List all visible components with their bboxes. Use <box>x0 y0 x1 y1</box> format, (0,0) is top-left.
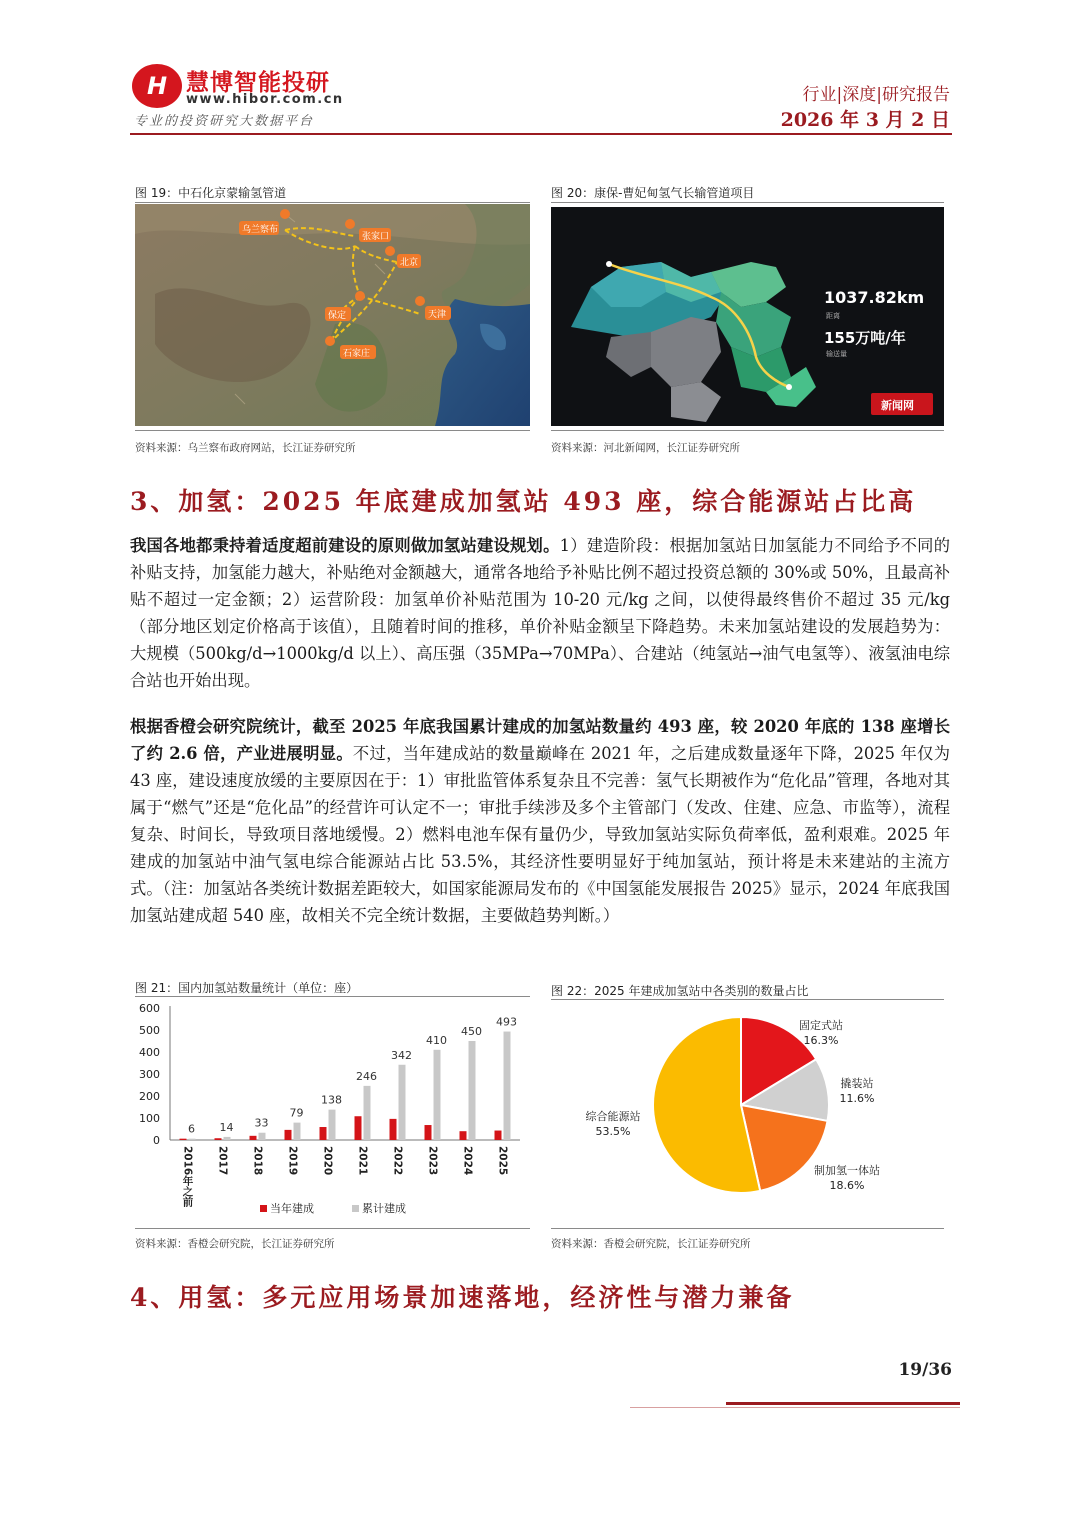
x-tick-label: 2025 <box>496 1146 509 1176</box>
pie-percent: 53.5% <box>595 1125 631 1138</box>
y-tick-label: 100 <box>139 1112 160 1125</box>
pipeline-capacity-note: 输送量 <box>826 350 847 358</box>
figure-19-source: 资料来源：乌兰察布政府网站，长江证券研究所 <box>135 442 356 454</box>
pie-label: 综合能源站 <box>585 1110 641 1123</box>
section-3-title: 3、加氢：2025 年底建成加氢站 493 座，综合能源站占比高 <box>130 487 917 516</box>
bar-annual <box>285 1130 292 1140</box>
data-label: 410 <box>426 1033 447 1047</box>
pipeline-capacity: 155万吨/年 <box>824 329 906 347</box>
map-label-zhangjiakou: 张家口 <box>362 232 390 242</box>
paragraph-1-body: 1）建造阶段：根据加氢站日加氢能力不同给予不同的补贴支持，加氢能力越大，补贴绝对金额越大，通常各地给予补贴比例不超过投资总额的 30%或 50%，且最高补贴不超过一定金额；2）运营阶段：加氢单价补贴范围为 10-20 元/kg 之间，以使得最终售价不超过 35 元/kg（部分地区划定价格高于该值），且随着时间的推移，单价补贴金额呈下降趋势。未来加氢站建设的发展趋势为：大规模（500kg/d→1000kg/d 以上）、高压强（35MPa→70MPa）、合建站（纯氢站→油气电氢等）、液氢油电综合站也开始出现。 <box>130 536 950 690</box>
report-category: 行业|深度|研究报告 <box>802 85 950 105</box>
map-label-shijiazhuang: 石家庄 <box>343 349 371 359</box>
paragraph-1-lead: 我国各地都秉持着适度超前建设的原则做加氢站建设规划。 <box>130 536 560 555</box>
footer-thick-rule <box>726 1402 960 1405</box>
x-tick-label: 2023 <box>426 1146 439 1176</box>
figure-21-bottom-rule <box>135 1228 530 1229</box>
brand-url[interactable]: www.hibor.com.cn <box>186 92 344 107</box>
figure-20-caption: 图 20：康保-曹妃甸氢气长输管道项目 <box>551 186 755 200</box>
brand-slogan: 专业的投资研究大数据平台 <box>134 114 315 129</box>
data-label: 493 <box>496 1015 517 1029</box>
x-tick-label: 2024 <box>461 1146 474 1176</box>
brand-logo-icon: H <box>132 64 182 108</box>
data-label: 33 <box>254 1116 269 1130</box>
map-label-beijing: 北京 <box>400 258 419 268</box>
bar-cumulative <box>469 1041 476 1140</box>
y-tick-label: 500 <box>139 1024 160 1037</box>
page-number: 19/36 <box>898 1360 952 1380</box>
pie-percent: 11.6% <box>839 1092 875 1105</box>
y-tick-label: 0 <box>153 1134 160 1147</box>
brand-title: 慧博智能投研 <box>186 70 330 96</box>
paragraph-2 <box>130 713 950 929</box>
figure-22-source: 资料来源：香橙会研究院，长江证券研究所 <box>551 1238 751 1250</box>
x-tick-label: 2017 <box>216 1146 229 1176</box>
pie-label: 制加氢一体站 <box>814 1164 880 1177</box>
footer-thin-rule <box>630 1407 960 1408</box>
news-watermark: 新闻网 <box>881 399 914 412</box>
pie-label: 撬装站 <box>840 1077 874 1090</box>
data-label: 6 <box>188 1122 195 1136</box>
y-tick-label: 600 <box>139 1002 160 1015</box>
paragraph-2-lead: 根据香橙会研究院统计，截至 2025 年底我国累计建成的加氢站数量约 493 座，较 2020 年底的 138 座增长了约 2.6 倍，产业进展明显。 <box>130 717 950 763</box>
pipeline-distance-note: 距离 <box>826 312 840 320</box>
pie-label: 固定式站 <box>799 1019 843 1032</box>
map-label-tianjin: 天津 <box>428 310 447 320</box>
pie-percent: 16.3% <box>803 1034 839 1047</box>
x-tick-label: 2020 <box>321 1146 334 1176</box>
bar-annual <box>320 1127 327 1140</box>
legend-swatch <box>352 1205 359 1212</box>
bar-cumulative <box>259 1133 266 1140</box>
data-label: 450 <box>461 1025 482 1038</box>
bar-annual <box>495 1131 502 1140</box>
figure-21-caption: 图 21：国内加氢站数量统计（单位：座） <box>135 981 359 995</box>
x-tick-label: 2016年之前 <box>181 1146 194 1207</box>
map-label-baoding: 保定 <box>328 311 347 321</box>
legend-label: 累计建成 <box>362 1202 406 1215</box>
y-tick-label: 200 <box>139 1090 160 1103</box>
data-label: 138 <box>321 1093 342 1107</box>
figure-19-top-rule <box>135 202 530 203</box>
figure-19-bottom-rule <box>135 430 530 431</box>
y-tick-label: 300 <box>139 1068 160 1081</box>
section-4-title: 4、用氢：多元应用场景加速落地，经济性与潜力兼备 <box>130 1283 795 1312</box>
figure-22-caption: 图 22：2025 年建成加氢站中各类别的数量占比 <box>551 984 809 998</box>
header-divider <box>130 133 952 135</box>
bar-cumulative <box>434 1050 441 1140</box>
figure-20-bottom-rule <box>551 430 944 431</box>
x-tick-label: 2021 <box>356 1146 369 1176</box>
data-label: 342 <box>391 1048 412 1062</box>
pie-percent: 18.6% <box>829 1179 865 1192</box>
figure-20-top-rule <box>551 202 944 203</box>
bar-cumulative <box>504 1032 511 1140</box>
figure-20-source: 资料来源：河北新闻网，长江证券研究所 <box>551 442 740 454</box>
x-tick-label: 2019 <box>286 1146 299 1176</box>
pipeline-distance: 1037.82km <box>824 288 925 307</box>
bar-annual <box>215 1138 222 1140</box>
figure-20-map <box>551 207 944 426</box>
figure-21-top-rule <box>135 996 530 997</box>
figure-21-source: 资料来源：香橙会研究院，长江证券研究所 <box>135 1238 335 1250</box>
bar-cumulative <box>189 1139 196 1140</box>
bar-cumulative <box>399 1065 406 1140</box>
x-tick-label: 2018 <box>251 1146 264 1176</box>
bar-cumulative <box>329 1110 336 1140</box>
bar-annual <box>460 1131 467 1140</box>
legend-swatch <box>260 1205 267 1212</box>
paragraph-1 <box>130 532 950 694</box>
paragraph-2-body: 不过，当年建成站的数量巅峰在 2021 年，之后建成数量逐年下降，2025 年仅为 43 座，建设速度放缓的主要原因在于：1）审批监管体系复杂且不完善：氢气长期被作为“危化品”管理，各地对其属于“燃气”还是“危化品”的经营许可认定不一；审批手续涉及多个主管部门（发改、住建、应急、市监等），流程复杂、时间长，导致项目落地缓慢。2）燃料电池车保有量仍少，导致加氢站实际负荷率低，盈利艰难。2025 年建成的加氢站中油气氢电综合能源站占比 53.5%，其经济性要明显好于纯加氢站，预计将是未来建站的主流方式。（注：加氢站各类统计数据差距较大，如国家能源局发布的《中国氢能发展报告 2025》显示，2024 年底我国加氢站建成超 540 座，故相关不完全统计数据，主要做趋势判断。） <box>130 744 950 925</box>
figure-22-pie-chart <box>551 1001 944 1226</box>
figure-22-bottom-rule <box>551 1228 944 1229</box>
figure-21-bar-chart <box>135 998 530 1226</box>
bar-annual <box>355 1116 362 1140</box>
x-tick-label: 2022 <box>391 1146 404 1176</box>
figure-19-caption: 图 19：中石化京蒙输氢管道 <box>135 186 287 200</box>
figure-22-top-rule <box>551 999 944 1000</box>
data-label: 14 <box>219 1120 234 1134</box>
bar-cumulative <box>364 1086 371 1140</box>
bar-annual <box>180 1139 187 1140</box>
bar-cumulative <box>294 1123 301 1140</box>
figure-19-map <box>135 204 530 426</box>
legend-label: 当年建成 <box>270 1202 314 1215</box>
bar-cumulative <box>224 1137 231 1140</box>
data-label: 246 <box>356 1069 377 1083</box>
data-label: 79 <box>289 1106 304 1120</box>
bar-annual <box>390 1119 397 1140</box>
y-tick-label: 400 <box>139 1046 160 1059</box>
bar-annual <box>250 1136 257 1140</box>
map-label-ulanqab: 乌兰察布 <box>242 225 279 235</box>
bar-annual <box>425 1125 432 1140</box>
report-date: 2026 年 3 月 2 日 <box>780 109 950 131</box>
